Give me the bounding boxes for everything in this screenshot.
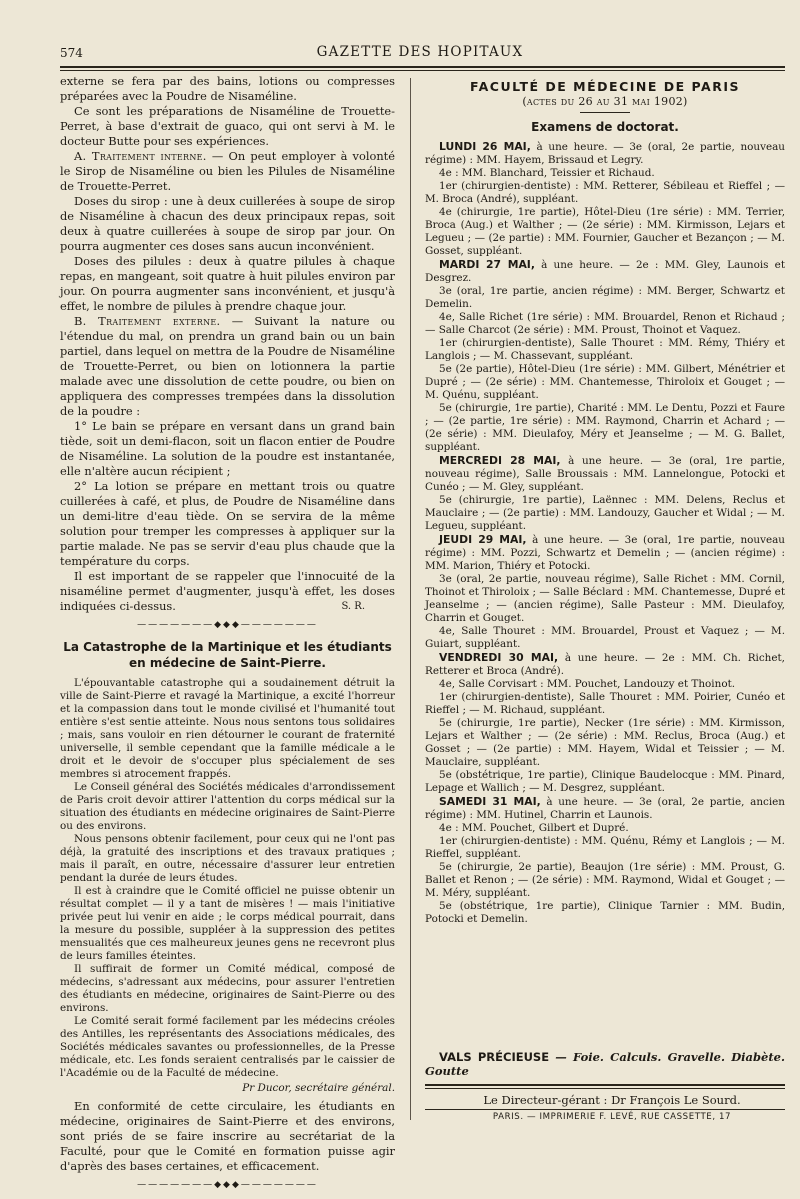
article-title <box>60 639 395 671</box>
schedule-entry-lundi: LUNDI 26 MAI, à une heure. — 3e (oral, 2e partie, nouveau régime) : MM. Hayem, Brissaud et Legry. <box>425 140 785 166</box>
day-label: LUNDI 26 MAI, <box>439 140 531 153</box>
intro-paragraph: externe se fera par des bains, lotions ou compresses préparées avec la Poudre de Nisaméline. <box>60 74 395 103</box>
footer-rule <box>425 1084 785 1089</box>
day-label: JEUDI 29 MAI, <box>439 533 527 546</box>
signature-sr: S. R. <box>341 601 365 612</box>
schedule-line: 4e, Salle Thouret : MM. Brouardel, Proust et Vaquez ; — M. Guiart, suppléant. <box>425 625 785 650</box>
short-rule <box>580 112 630 113</box>
sirop-doses-paragraph: Doses du sirop : une à deux cuillerées à soupe de sirop de Nisaméline à chacun des deux principaux repas, soit deux à quatre cuillerées à soupe de sirop par jour. On pourra augmenter ces doses sans aucun inconvénient. <box>60 194 395 253</box>
internal-treatment-text: — On peut employer à volonté le Sirop de Nisaméline ou bien les Pilules de Nisaméline de Trouette-Perret. <box>60 149 396 193</box>
schedule-line: 4e : MM. Pouchet, Gilbert et Dupré. <box>439 822 629 834</box>
schedule-line: 1er (chirurgien-dentiste) : MM. Quénu, Rémy et Langlois ; — M. Rieffel, suppléant. <box>425 835 785 860</box>
article-signature: Pr Ducor, secrétaire général. <box>242 1082 395 1094</box>
running-title: GAZETTE DES HOPITAUX <box>316 44 524 60</box>
page-header <box>60 44 780 64</box>
imprimerie-line: PARIS. — IMPRIMERIE F. LEVÉ, RUE CASSETTE, 17 <box>492 1112 732 1122</box>
schedule-line: 4e (chirurgie, 1re partie), Hôtel-Dieu (1re série) : MM. Terrier, Broca (Aug.) et Walther ; — (2e série) : MM. Kirmisson, Lejars et Legueu ; — (2e partie) : MM. Fournier, Gaucher et Bezançon ; — M. Gosset, suppléant. <box>425 206 785 257</box>
advertisement-vals <box>425 1050 785 1078</box>
schedule-line: 3e (oral, 2e partie, nouveau régime), Salle Richet : MM. Cornil, Thoinot et Thiroloix ; — Salle Béclard : MM. Chantemesse, Dupré et Jeanselme ; — (ancien régime), Salle Pasteur : MM. Dieulafoy, Charrin et Gouget. <box>425 573 785 624</box>
article-closing-paragraph: En conformité de cette circulaire, les étudiants en médecine, originaires de Saint-Pierre et des environs, sont priés de se faire inscrire au secrétariat de la Faculté, pour que le Comité en formation puisse agir d'après des bases certaines, et efficacement. <box>60 1099 395 1173</box>
header-rule <box>60 66 785 71</box>
article-paragraph: Le Comité serait formé facilement par les médecins créoles des Antilles, les représentants des Associations médicales, des Sociétés médicales savantes ou professionnelles, de la Presse médicale, etc. Les fonds seraient centralisés par le caissier de l'Académie ou de la Faculté de médecine. <box>60 1015 395 1079</box>
faculty-title: FACULTÉ DE MÉDECINE DE PARIS <box>470 79 740 94</box>
schedule-line: 5e (chirurgie, 2e partie), Beaujon (1re série) : MM. Proust, G. Ballet et Renon ; — (2e série) : MM. Raymond, Widal et Gouget ; — M. Méry, suppléant. <box>425 861 785 899</box>
faculty-subtitle: (actes du 26 au 31 mai 1902) <box>522 95 688 108</box>
footer-block <box>425 1050 785 1122</box>
internal-treatment-label: A. Traitement interne. <box>74 149 207 163</box>
schedule-line: 4e : MM. Blanchard, Teissier et Richaud. <box>439 167 655 179</box>
column-separator <box>410 78 411 1120</box>
article-paragraph: L'épouvantable catastrophe qui a soudainement détruit la ville de Saint-Pierre et ravagé la Martinique, a excité l'horreur et la compassion dans tout le monde civilisé et l'humanité tout entière s'est sentie atteinte. Nous nous sentons tous solidaires ; mais, sans vouloir en rien détourner le courant de fraternité universelle, il semble cependant que la famille médicale a le droit et le devoir de s'occuper plus spécialement de ses membres si atrocement frappés. <box>60 677 395 780</box>
vals-label: VALS PRÉCIEUSE <box>439 1050 550 1064</box>
article-paragraph: Nous pensons obtenir facilement, pour ceux qui ne l'ont pas déjà, la gratuité des inscriptions et des travaux pratiques ; mais il paraît, en outre, nécessaire d'assurer leur entretien pendant la durée de leurs études. <box>60 833 395 884</box>
schedule-entry-mercredi: MERCREDI 28 MAI, à une heure. — 3e (oral, 1re partie, nouveau régime), Salle Broussais : MM. Lannelongue, Potocki et Cunéo ; — M. Gley, suppléant. <box>425 454 785 493</box>
internal-treatment-paragraph <box>60 149 395 194</box>
schedule-line: 5e (chirurgie, 1re partie), Necker (1re série) : MM. Kirmisson, Lejars et Walther ; — (2e série) : MM. Reclus, Broca (Aug.) et Gosset ; — (2e partie) : MM. Hayem, Widal et Teissier ; — M. Mauclaire, suppléant. <box>425 717 785 768</box>
article-body <box>60 677 395 1095</box>
directeur-gerant: Le Directeur-gérant : Dr François Le Sourd. <box>483 1093 741 1107</box>
schedule-line: 4e, Salle Richet (1re série) : MM. Brouardel, Renon et Richaud ; — Salle Charcot (2e série) : MM. Proust, Thoinot et Vaquez. <box>425 311 785 336</box>
schedule-entry-vendredi: VENDREDI 30 MAI, à une heure. — 2e : MM. Ch. Richet, Retterer et Broca (André). <box>425 651 785 677</box>
schedule-line: 5e (chirurgie, 1re partie), Laënnec : MM. Delens, Reclus et Mauclaire ; — (2e partie) : MM. Landouzy, Gaucher et Widal ; — M. Legueu, suppléant. <box>425 494 785 532</box>
day-label: MERCREDI 28 MAI, <box>439 454 561 467</box>
preparations-paragraph: Ce sont les préparations de Nisaméline de Trouette-Perret, à base d'extrait de guaco, qui ont servi à M. le docteur Butte pour ses expériences. <box>60 104 395 148</box>
bain-paragraph: 1° Le bain se prépare en versant dans un grand bain tiède, soit un demi-flacon, soit un flacon entier de Poudre de Nisaméline. La solution de la poudre est instantanée, elle n'altère aucun récipient ; <box>60 419 395 478</box>
external-treatment-text: — Suivant la nature ou l'étendue du mal, on prendra un grand bain ou un bain partiel, dans lequel on mettra de la Poudre de Nisaméline de Trouette-Perret, ou bien on lotionnera la partie malade avec une dissolution de cette poudre, ou bien on appliquera des compresses trempées dans la dissolution de la poudre : <box>60 314 395 418</box>
schedule-line: 1er (chirurgien-dentiste), Salle Thouret : MM. Rémy, Thiéry et Langlois ; — M. Chassevant, suppléant. <box>425 337 785 362</box>
schedule-line: 1er (chirurgien-dentiste) : MM. Retterer, Sébileau et Rieffel ; — M. Broca (André), suppléant. <box>425 180 785 205</box>
schedule-entry-jeudi: JEUDI 29 MAI, à une heure. — 3e (oral, 1re partie, nouveau régime) : MM. Pozzi, Schwartz et Demelin ; — (ancien régime) : MM. Marion, Thiéry et Potocki. <box>425 533 785 572</box>
schedule-line: 4e, Salle Corvisart : MM. Pouchet, Landouzy et Thoinot. <box>439 678 736 690</box>
footer-thin-rule <box>425 1109 785 1110</box>
vals-text: — Foie. Calculs. Gravelle. Diabète. Goutte <box>425 1050 785 1078</box>
exam-title: Examens de doctorat. <box>531 120 679 134</box>
right-column <box>425 74 785 926</box>
article-paragraph: Il est à craindre que le Comité officiel ne puisse obtenir un résultat complet — il y a tant de misères ! — mais l'initiative privée peut lui venir en aide ; le corps médical pourrait, dans la mesure du possible, suppléer à la suppression des petites mensualités que ces malheureux jeunes gens ne recevront plus de leurs familles éteintes. <box>60 885 395 962</box>
schedule-entry-mardi: MARDI 27 MAI, à une heure. — 2e : MM. Gley, Launois et Desgrez. <box>425 258 785 284</box>
article-title-line-2: en médecine de Saint-Pierre. <box>129 656 326 670</box>
left-column <box>60 74 395 1199</box>
day-label: VENDREDI 30 MAI, <box>439 651 559 664</box>
schedule-entry-samedi: SAMEDI 31 MAI, à une heure. — 3e (oral, 2e partie, ancien régime) : MM. Hutinel, Charrin et Launois. <box>425 795 785 821</box>
external-treatment-label: B. Traitement externe. <box>74 314 221 328</box>
article-paragraph: Le Conseil général des Sociétés médicales d'arrondissement de Paris croit devoir attirer l'attention du corps médical sur la situation des étudiants en médecine originaires de Saint-Pierre ou des environs. <box>60 781 395 832</box>
lotion-paragraph: 2° La lotion se prépare en mettant trois ou quatre cuillerées à café, et plus, de Poudre de Nisaméline dans un demi-litre d'eau tiède. On se servira de la même solution pour tremper les compresses à appliquer sur la partie malade. Ne pas se servir d'eau plus chaude que la température du corps. <box>60 479 395 568</box>
schedule-line: 5e (obstétrique, 1re partie), Clinique Baudelocque : MM. Pinard, Lepage et Wallich ; — M. Desgrez, suppléant. <box>425 769 785 794</box>
external-treatment-paragraph <box>60 314 395 419</box>
ornament-divider: ———————◆◆◆——————— <box>137 620 318 630</box>
schedule-line: 5e (2e partie), Hôtel-Dieu (1re série) : MM. Gilbert, Ménétrier et Dupré ; — (2e série) : MM. Chantemesse, Thiroloix et Gouget ; — M. Quénu, suppléant. <box>425 363 785 401</box>
schedule-line: 5e (obstétrique, 1re partie), Clinique Tarnier : MM. Budin, Potocki et Demelin. <box>425 900 785 925</box>
article-title-line-1: La Catastrophe de la Martinique et les étudiants <box>63 640 392 654</box>
innocuite-paragraph: Il est important de se rappeler que l'innocuité de la nisaméline permet d'augmenter, jusqu'à effet, les doses indiquées ci-dessus. <box>60 569 395 613</box>
pilules-doses-paragraph: Doses des pilules : deux à quatre pilules à chaque repas, en mangeant, soit quatre à huit pilules environ par jour. On pourra augmenter sans inconvénient, et jusqu'à effet, le nombre de pilules à prendre chaque jour. <box>60 254 395 313</box>
schedule-line: 1er (chirurgien-dentiste), Salle Thouret : MM. Poirier, Cunéo et Rieffel ; — M. Richaud, suppléant. <box>425 691 785 716</box>
article-paragraph: Il suffirait de former un Comité médical, composé de médecins, s'adressant aux médecins, pour assurer l'entretien des étudiants en médecine, originaires de Saint-Pierre ou des environs. <box>60 963 395 1014</box>
ornament-divider-bottom: ———————◆◆◆——————— <box>137 1180 318 1190</box>
day-label: SAMEDI 31 MAI, <box>439 795 541 808</box>
day-label: MARDI 27 MAI, <box>439 258 535 271</box>
schedule-line: 3e (oral, 1re partie, ancien régime) : MM. Berger, Schwartz et Demelin. <box>425 285 785 310</box>
schedule-line: 5e (chirurgie, 1re partie), Charité : MM. Le Dentu, Pozzi et Faure ; — (2e partie, 1re série) : MM. Raymond, Charrin et Achard ; — (2e série) : MM. Dieulafoy, Méry et Jeanselme ; — M. G. Ballet, suppléant. <box>425 402 785 453</box>
page-number: 574 <box>60 46 83 60</box>
